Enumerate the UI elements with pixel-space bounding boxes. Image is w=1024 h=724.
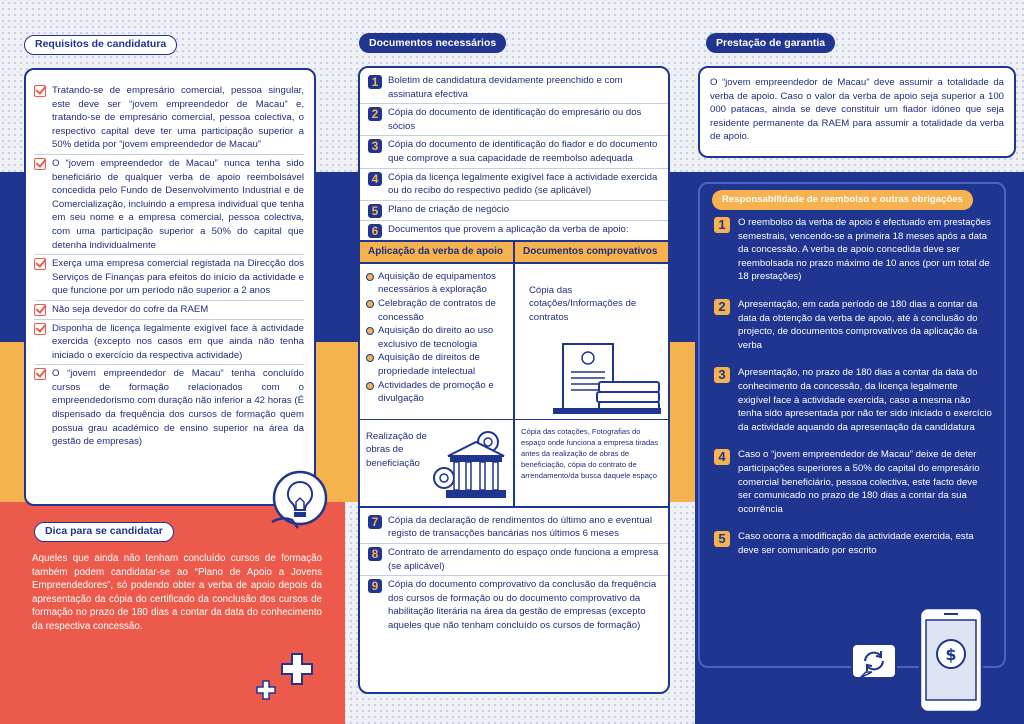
requirement-text: Exerça uma empresa comercial registada na Direcção dos Serviços de Finanças para efeitos do início da actividade e que funcione por um período não superior a 2 anos (52, 258, 304, 297)
document-item (360, 72, 668, 104)
table-cell (360, 264, 515, 419)
checkbox-icon (34, 85, 46, 97)
table-header (360, 242, 668, 264)
checkbox-icon (34, 368, 46, 380)
column-header: Aplicação da verba de apoio (360, 242, 515, 262)
obligations-title: Responsabilidade de reembolso e outras obrigações (712, 190, 973, 210)
document-item (360, 136, 668, 168)
guarantee-title: Prestação de garantia (706, 33, 835, 53)
requirement-item (34, 301, 304, 320)
checkbox-icon (34, 304, 46, 316)
proof-text: Cópia das cotações/Informações de contratos (529, 284, 637, 323)
item-number: 1 (714, 217, 730, 233)
list-item-text: Actividades de promoção e divulgação (378, 379, 494, 405)
document-item (360, 512, 668, 544)
bullet-icon (366, 327, 374, 335)
table-row (360, 420, 668, 506)
table-cell (360, 420, 515, 506)
item-number: 4 (714, 449, 730, 465)
tip-title: Dica para se candidatar (34, 522, 174, 542)
checkbox-icon (34, 323, 46, 335)
table-row (360, 264, 668, 420)
requirement-text: Disponha de licença legalmente exigível face à actividade exercida (excepto nos casos em que ainda não tenha iniciado o exercício da respectiva actividade) (52, 322, 304, 361)
requirement-text: Não seja devedor do cofre da RAEM (52, 303, 209, 315)
requirement-text: O “jovem empreendedor de Macau” tenha concluído cursos de formação relacionados com o empreendedorismo com duração não inferior a 42 horas (É dispensado da frequência dos cursos de formação quem possua grau académico de ensino superior na área da gestão de empresas) (52, 368, 304, 448)
bullet-icon (366, 382, 374, 390)
document-text: Cópia do documento comprovativo da conclusão da frequência dos cursos de formação ou do documento comprovativo da habilitação literária na área da gestão de empresas (excepto aqueles que não tenham concluído os cursos de formação) (388, 579, 657, 631)
application-table (360, 240, 668, 508)
column-header: Documentos comprovativos (523, 245, 658, 257)
item-number: 5 (714, 531, 730, 547)
list-item (366, 379, 507, 406)
item-number: 3 (368, 139, 382, 153)
svg-text:$: $ (945, 645, 957, 664)
obligation-item (714, 448, 992, 516)
item-number: 1 (368, 75, 382, 89)
works-text: Realização de obras de beneficiação (366, 430, 427, 469)
obligation-item (714, 216, 992, 284)
list-item-text: Aquisição de direitos de propriedade intelectual (378, 352, 480, 377)
document-item (360, 221, 668, 240)
list-item (366, 324, 507, 351)
checkbox-icon (34, 258, 46, 270)
item-number: 7 (368, 515, 382, 529)
obligation-item (714, 298, 992, 352)
item-number: 3 (714, 367, 730, 383)
document-text: Boletim de candidatura devidamente preenchido e com assinatura efectiva (388, 75, 623, 100)
item-number: 5 (368, 204, 382, 218)
list-item-text: Aquisição de equipamentos necessários à exploração (378, 270, 496, 296)
requirement-text: O “jovem empreendedor de Macau” nunca tenha sido beneficiário de qualquer verba de apoio reembolsável concedida pelo Fundo de Desenvolvimento Industrial e de Comercialização, incluindo a empresa individual que tenha em seu nome e a empresa comercial, pessoa colectiva, com uma participação superior a 50% do capital que detenha individualmente (52, 157, 304, 251)
bullet-icon (366, 300, 374, 308)
plus-icon (256, 680, 276, 700)
guarantee-card (698, 66, 1016, 158)
bullet-icon (366, 273, 374, 281)
requirement-item (34, 155, 304, 255)
item-number: 2 (714, 299, 730, 315)
list-item-text: Aquisição do direito ao uso exclusivo de tecnologia (378, 325, 494, 350)
requirement-item (34, 365, 304, 451)
item-number: 9 (368, 579, 382, 593)
lightbulb-icon (266, 470, 328, 536)
table-cell (515, 420, 668, 506)
building-gear-icon (430, 428, 512, 500)
requirement-text: Tratando-se de empresário comercial, pessoa singular, este deve ser “jovem empreendedor de Macau” e, tratando-se de empresário comercial, pessoa colectiva, o respectivo capital deve ter uma participação superior a 50% detida por “jovem empreendedor de Macau” (52, 85, 304, 151)
document-text: Cópia do documento de identificação do fiador e do documento que comprove a sua capacidade de reembolso adequada (388, 139, 658, 164)
requirements-title: Requisitos de candidatura (24, 35, 177, 55)
obligation-text: Caso o “jovem empreendedor de Macau” deixe de deter participações superiores a 50% do capital do empresário comercial beneficiário, pessoa colectiva, este facto deve ser comunicado no prazo de 180 dias a contar da sua ocorrência (738, 449, 980, 515)
requirements-card (24, 68, 316, 506)
requirement-item (34, 82, 304, 155)
document-item (360, 576, 668, 634)
obligation-text: Apresentação, em cada período de 180 dias a contar da data da obtenção da verba de apoio, até à conclusão do projecto, de documentos comprovativos da aplicação da verba (738, 298, 978, 351)
requirement-item (34, 255, 304, 301)
document-text: Plano de criação de negócio (388, 203, 510, 215)
item-number: 2 (368, 107, 382, 121)
document-item (360, 201, 668, 221)
bullet-icon (366, 354, 374, 362)
document-text: Cópia do documento de identificação do empresário ou dos sócios (388, 107, 642, 132)
checkbox-icon (34, 158, 46, 170)
item-number: 8 (368, 547, 382, 561)
document-text: Cópia da declaração de rendimentos do último ano e eventual registo de transacções bancárias nos últimos 6 meses (388, 514, 653, 540)
works-proof-text: Cópia das cotações, Fotografias do espaço onde funciona a empresa tiradas antes da realização de obras de beneficiação, cópia do contrato de arrendamento/da busca daquele espaço (521, 426, 659, 480)
document-text: Documentos que provem a aplicação da verba de apoio: (388, 223, 629, 235)
obligation-item (714, 366, 992, 434)
plus-icon (280, 652, 314, 686)
obligations-card (698, 182, 1006, 668)
obligation-text: Caso ocorra a modificação da actividade exercida, esta deve ser comunicado por escrito (738, 531, 974, 556)
documents-title: Documentos necessários (359, 33, 506, 53)
requirement-item (34, 320, 304, 366)
item-number: 6 (368, 224, 382, 238)
document-item (360, 169, 668, 201)
documents-card (358, 66, 670, 694)
phone-payment-icon (850, 606, 1000, 716)
list-item-text: Celebração de contratos de concessão (378, 297, 496, 323)
guarantee-text: O “jovem empreendedor de Macau” deve assumir a totalidade da verba de apoio. Caso o valor da verba de apoio seja superior a 100 000 patacas, ainda se deve constituir um fiador idóneo que seja residente permanente da RAEM para assumir a totalidade da verba de apoio. (710, 77, 1004, 143)
tip-text: Aqueles que ainda não tenham concluído cursos de formação também podem candidatar-se ao “Plano de Apoio a Jovens Empreendedores”, só podendo obter a verba de apoio depois da apresentação da cópia do certificado da conclusão dos cursos de formação no prazo de 180 dias a contar da data do conhecimento da respectiva concessão. (32, 553, 322, 632)
document-stack-icon (553, 342, 663, 416)
obligation-item (714, 530, 992, 557)
list-item (366, 351, 507, 378)
item-number: 4 (368, 172, 382, 186)
document-item (360, 544, 668, 576)
document-text: Cópia da licença legalmente exigível face à actividade exercida ou do recibo do respectivo pedido (se aplicável) (388, 171, 658, 197)
obligation-text: Apresentação, no prazo de 180 dias a contar da data do conhecimento da concessão, da licença legalmente exigível face à actividade exercida, caso a mesma não tenha sido apresentada por não ter sido iniciado o exercício da actividade aquando da apresentação da candidatura (738, 367, 992, 433)
table-cell (515, 264, 668, 419)
obligation-text: O reembolso da verba de apoio é efectuado em prestações semestrais, vencendo-se a primeira 18 meses após a data da concessão. A verba de apoio concedida deve ser reembolsada no prazo máximo de 10 anos (por um total de 18 prestações) (738, 217, 991, 283)
document-item (360, 104, 668, 136)
document-text: Contrato de arrendamento do espaço onde funciona a empresa (se aplicável) (388, 546, 659, 572)
list-item (366, 270, 507, 297)
list-item (366, 297, 507, 324)
